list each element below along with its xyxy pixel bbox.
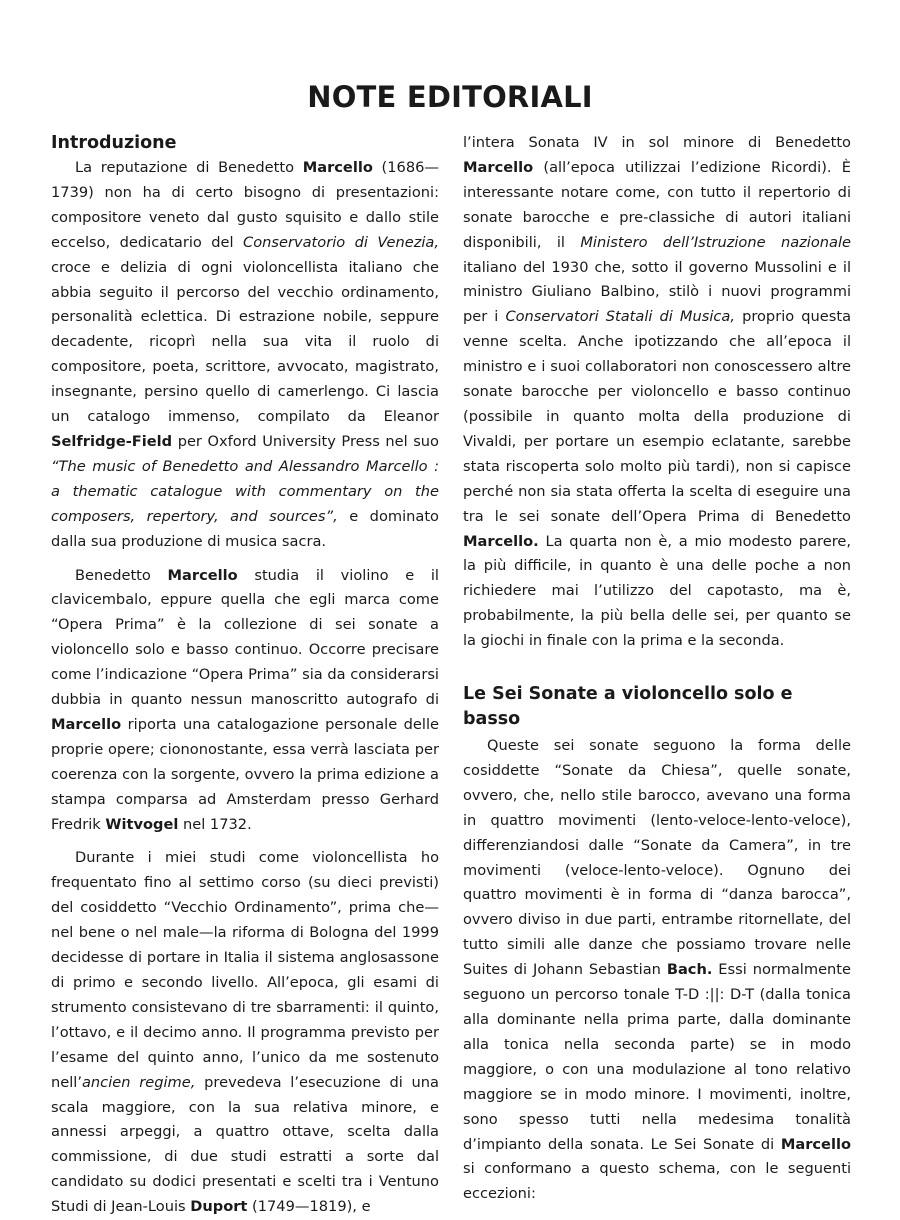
section-heading-sei-sonate: Le Sei Sonate a violoncello solo e basso	[463, 684, 793, 730]
paragraph: Durante i miei studi come violoncellista ho frequentato fino al settimo corso (su dieci previsti) del cosiddetto “Vecchio Ordinamento”, prima che—nel bene o nel male—la riforma di Bologna del 1999 decidesse di portare in Italia il sistema anglosassone di primo e secondo livello. All’epoca, gli esami di strumento consistevano di tre sbarramenti: il quinto, l’ottavo, e il decimo anno. Il programma previsto per l’esame del quinto anno, l’unico da me sostenuto nell’ancien regime, prevedeva l’esecuzione di una scala maggiore, con la sua relativa minore, e annessi arpeggi, a quattro ottave, scelta dalla commissione, di due studi estratti a sorte dal candidato su dodici presentati e scelti tra i Ventuno Studi di Jean-Louis Duport (1749—1819), e	[51, 849, 439, 1216]
section-heading-introduzione: Introduzione	[51, 133, 177, 153]
paragraph: La reputazione di Benedetto Marcello (1686—1739) non ha di certo bisogno di presentazioni: compositore veneto dal gusto squisito e dallo stile eccelso, dedicatario del Conservatorio di Venezia, croce e delizia di ogni violoncellista italiano che abbia seguito il percorso del vecchio ordinamento, personalità eclettica. Di estrazione nobile, seppure decadente, ricoprì nella sua vita il ruolo di compositore, poeta, scrittore, avvocato, magistrato, insegnante, persino quello di camerlengo. Ci lascia un catalogo immenso, compilato da Eleanor Selfridge-Field per Oxford University Press nel suo “The music of Benedetto and Alessandro Marcello : a thematic catalogue with commentary on the composers, repertory, and sources”, e dominato dalla sua produzione di musica sacra.	[51, 159, 439, 550]
paragraph: Benedetto Marcello studia il violino e il clavicembalo, eppure quella che egli marca come “Opera Prima” è la collezione di sei sonate a violoncello solo e basso continuo. Occorre precisare come l’indicazione “Opera Prima” sia da considerarsi dubbia in quanto nessun manoscritto autografo di Marcello riporta una catalogazione personale delle proprie opere; ciononostante, essa verrà lasciata per coerenza con la sorgente, ovvero la prima edizione a stampa comparsa ad Amsterdam presso Gerhard Fredrik Witvogel nel 1732.	[51, 566, 439, 833]
right-column	[463, 131, 851, 1207]
page-title: NOTE EDITORIALI	[307, 80, 593, 114]
paragraph: Queste sei sonate seguono la forma delle cosiddette “Sonate da Chiesa”, quelle sonate, ovvero, che, nello stile barocco, avevano una forma in quattro movimenti (lento-veloce-lento-veloce), differenziandosi dalle “Sonate da Camera”, in tre movimenti (veloce-lento-veloce). Ognuno dei quattro movimenti è in forma di “danza barocca”, ovvero diviso in due parti, entrambe ritornellate, del tutto simili alle danze che possiamo trovare nelle Suites di Johann Sebastian Bach. Essi normalmente seguono un percorso tonale T-D :||: D-T (dalla tonica alla dominante nella prima parte, dalla dominante alla tonica nella seconda parte) se in modo maggiore, o con una modulazione al tono relativo maggiore se in modo minore. I movimenti, inoltre, sono spesso tutti nella medesima tonalità d’impianto della sonata. Le Sei Sonate di Marcello si conformano a questo schema, con le seguenti eccezioni:	[463, 737, 851, 1203]
left-column	[51, 131, 439, 1220]
paragraph-continued: l’intera Sonata IV in sol minore di Benedetto Marcello (all’epoca utilizzai l’edizione Ricordi). È interessante notare come, con tutto il repertorio di sonate barocche e pre-classiche di autori italiani disponibili, il Ministero dell’Istruzione nazionale italiano del 1930 che, sotto il governo Mussolini e il ministro Giuliano Balbino, stilò i nuovi programmi per i Conservatori Statali di Musica, proprio questa venne scelta. Anche ipotizzando che all’epoca il ministro e i suoi collaboratori non conoscessero altre sonate barocche per violoncello e basso continuo (possibile in quanto molta della produzione di Vivaldi, per portare un esempio eclatante, sarebbe stata riscoperta solo molto più tardi), non si capisce perché non sia stata offerta la scelta di eseguire una tra le sei sonate dell’Opera Prima di Benedetto Marcello. La quarta non è, a mio modesto parere, la più difficile, in quanto è una delle poche a non richiedere mai l’utilizzo del capotasto, ma è, probabilmente, la più bella delle sei, per quanto se la giochi in finale con la prima e la seconda.	[463, 134, 852, 650]
